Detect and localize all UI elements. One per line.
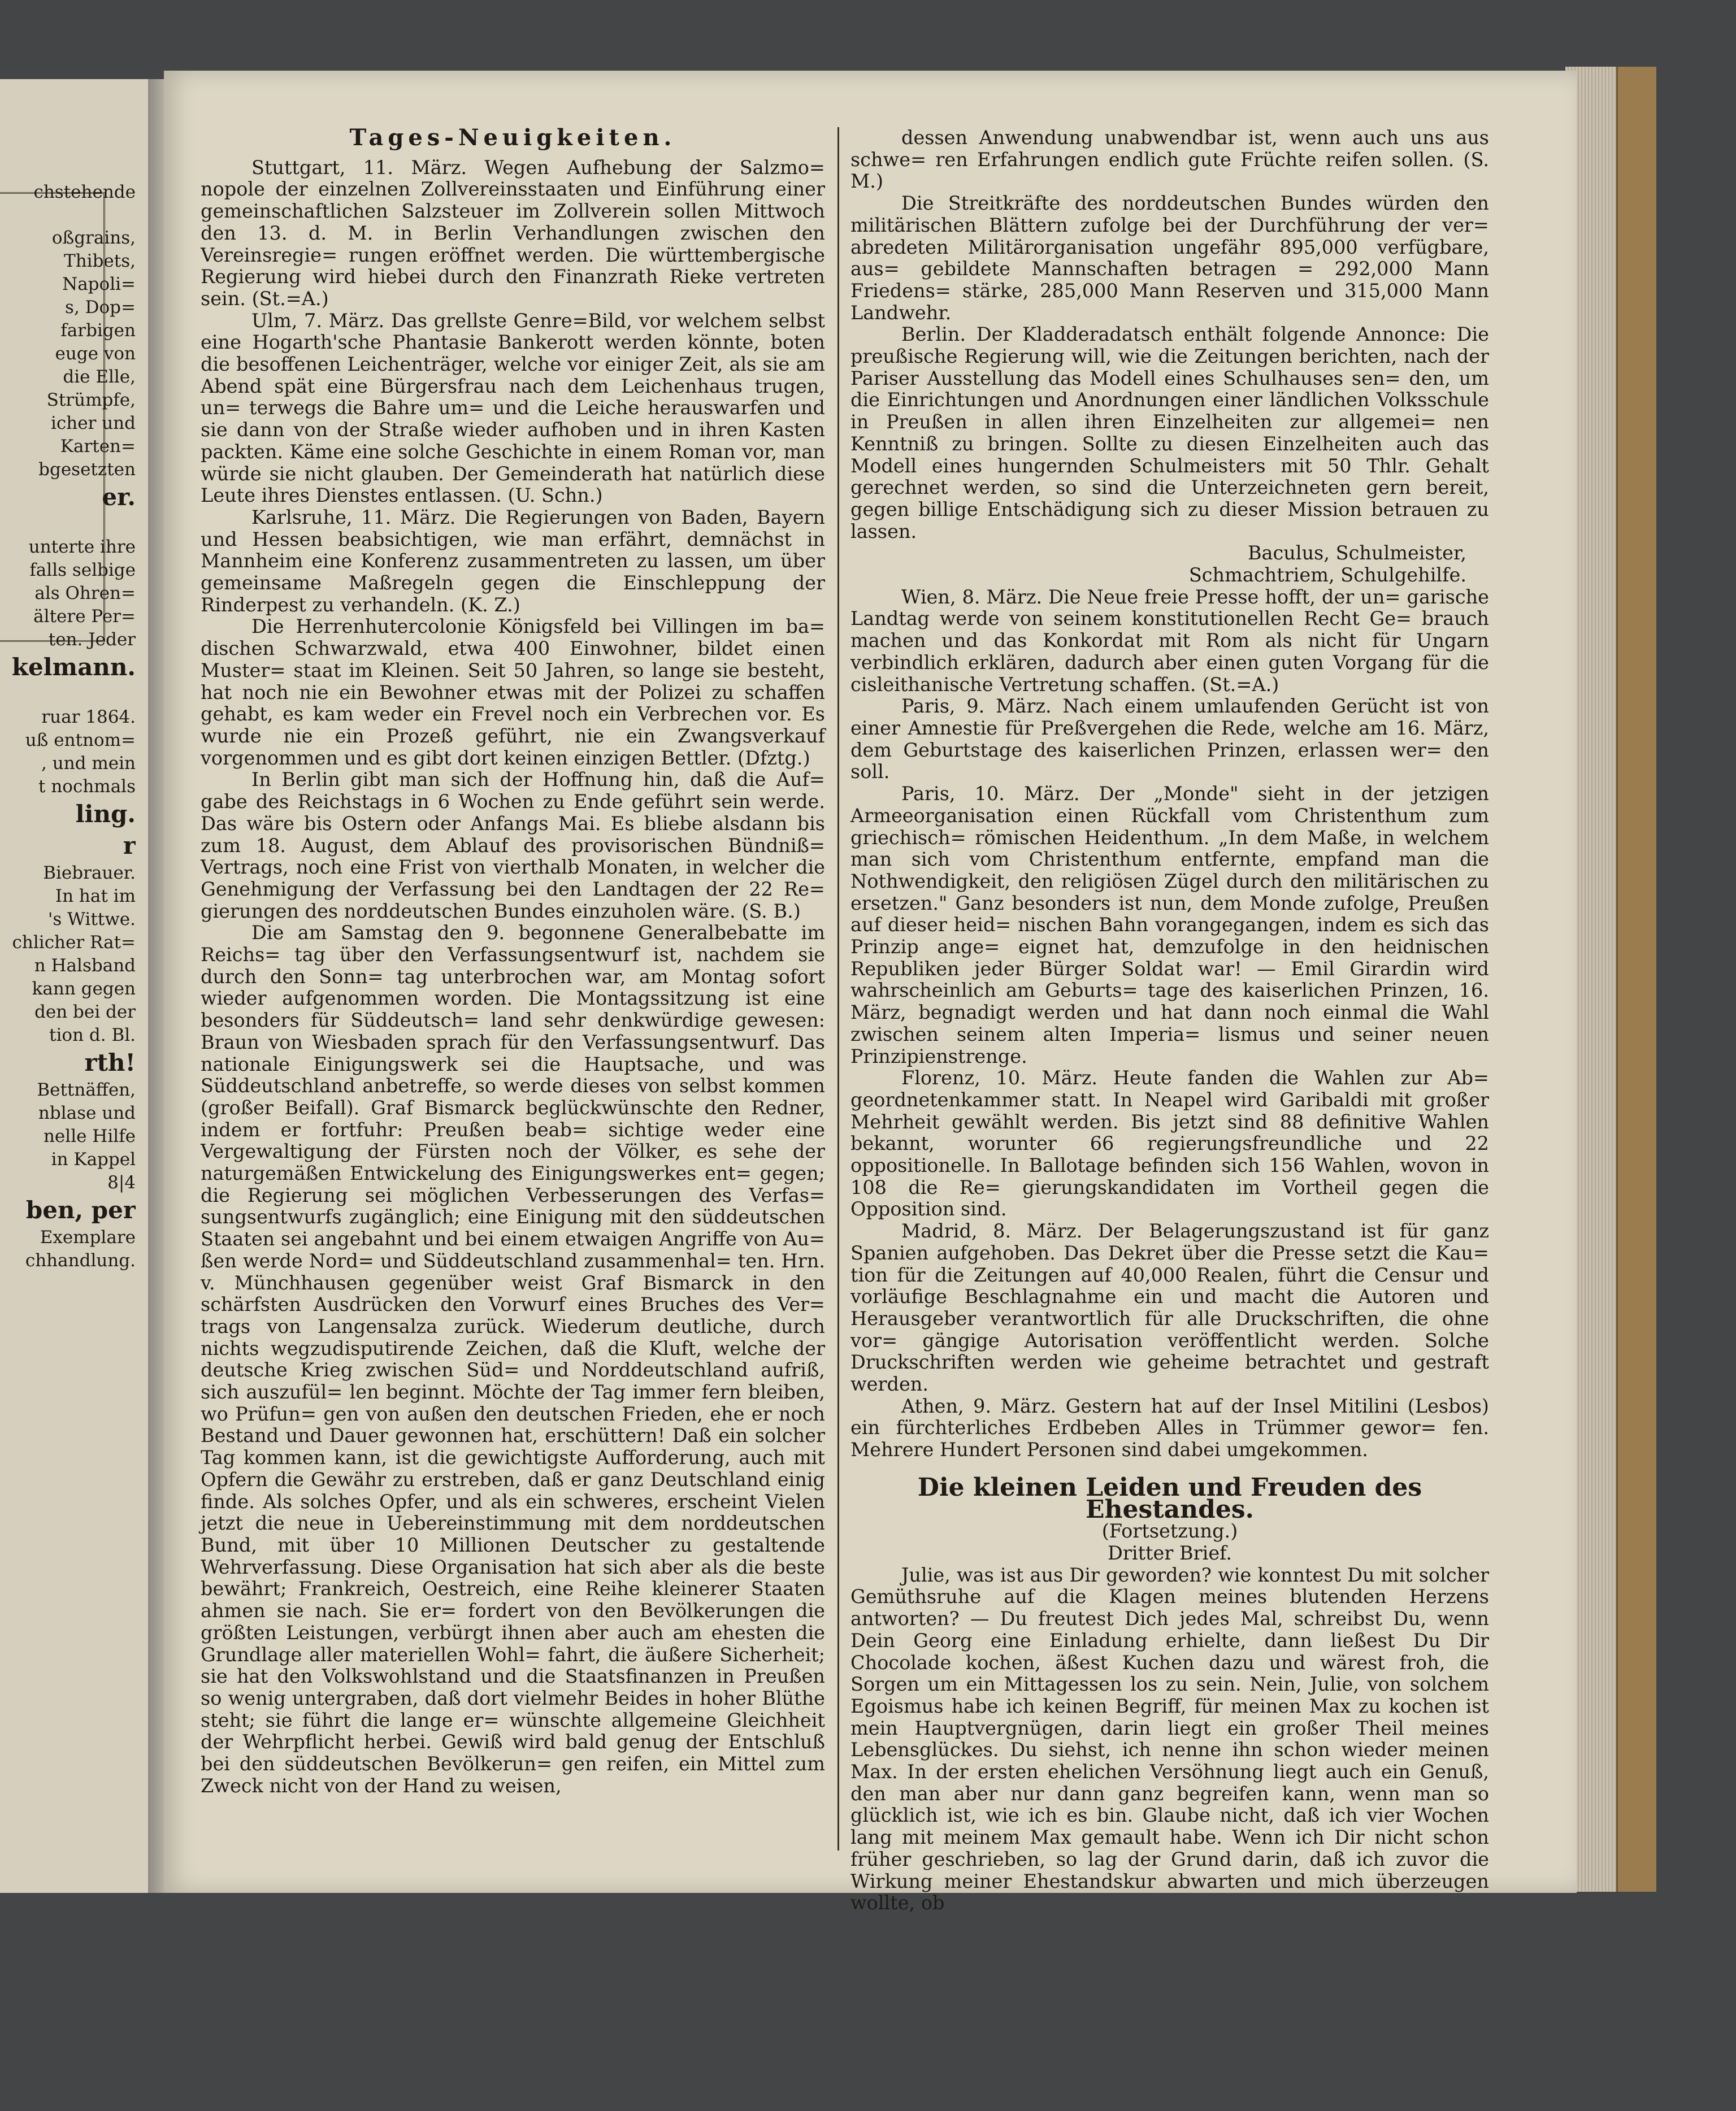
left-page-fragment: kelmann. — [11, 653, 136, 681]
right-page — [164, 71, 1577, 1914]
news-article: Die Streitkräfte des norddeutschen Bundes würden den militärischen Blättern zufolge bei der Durchführung der ver= abredeten Militärorganisation ungefähr 895,000 verfügbare, aus= gebildete Mannschaften betragen = 292,000 Mann Friedens= stärke, 285,000 Mann Reserven und 315,000 Mann Landwehr. — [850, 192, 1489, 324]
left-page-fragment: ruar 1864. — [41, 707, 136, 727]
news-article: Paris, 9. März. Nach einem umlaufenden Gerücht ist von einer Amnestie für Preßvergehen die Rede, welche am 16. März, dem Geburtstage des kaiserlichen Prinzen, erlassen wer= den soll. — [850, 695, 1489, 783]
left-page-fragment: oßgrains, — [51, 228, 136, 248]
feuilleton-title: Die kleinen Leiden und Freuden des Ehestandes. — [917, 1473, 1422, 1524]
news-article: Florenz, 10. März. Heute fanden die Wahlen zur Ab= geordnetenkammer statt. In Neapel wird Garibaldi mit großer Mehrheit gewählt werden. Bis jetzt sind 88 definitive Wahlen bekannt, worunter 66 regierungsfreundliche und 22 oppositionelle. In Ballotage befinden sich 156 Wahlen, wovon in 108 die Re= gierungskandidaten im Vortheil gegen die Opposition sind. — [850, 1067, 1489, 1220]
left-page-fragment: tion d. Bl. — [49, 1025, 136, 1045]
news-article: Wien, 8. März. Die Neue freie Presse hofft, der un= garische Landtag werde von seinem konstitutionellen Recht Ge= brauch machen und das Konkordat mit Rom als nicht für Ungarn verbindlich erklären, dadurch aber einen guten Vorgang für die cisleithanische Vertretung schaffen. (St.=A.) — [850, 585, 1489, 696]
left-page-fragment: die Elle, — [63, 367, 136, 387]
left-page-fragment: farbigen — [60, 320, 136, 341]
left-page-fragment: Exemplare — [40, 1227, 136, 1248]
left-page-fragment: den bei der — [34, 1002, 136, 1022]
left-page-fragment: Thibets, — [64, 251, 136, 271]
left-page-fragment — [0, 204, 136, 227]
left-page-fragment: Karten= — [60, 436, 136, 457]
news-article: Ulm, 7. März. Das grellste Genre=Bild, vor welchem selbst eine Hogarth'sche Phantasie Bankerott werden könnte, boten die besoffenen Leichenträger, welche vor einiger Zeit, als sie am Abend spät eine Bürgersfrau nach dem Leichenhaus trugen, un= terwegs die Bahre um= und die Leiche herauswarfen und sie dann von der Straße wieder aufhoben und in ihren Kasten packten. Käme eine solche Geschichte in einem Roman vor, man würde sie nicht glauben. Der Gemeinderath hat natürlich diese Leute ihres Dienstes entlassen. (U. Schn.) — [201, 309, 825, 507]
signature-line: Baculus, Schulmeister, — [1247, 542, 1466, 564]
left-page-fragment: , und mein — [41, 753, 136, 774]
left-page-fragment: n Halsband — [34, 955, 136, 976]
left-page-fragment: Strümpfe, — [46, 390, 136, 410]
left-page-fragment: er. — [102, 483, 136, 511]
news-article: In Berlin gibt man sich der Hoffnung hin, daß die Auf= gabe des Reichstags in 6 Wochen zu Ende geführt sein werde. Das wäre bis Ostern oder Anfangs Mai. Es bliebe alsdann bis zum 18. August, dem Ablauf des provisorischen Bündniß= Vertrags, noch eine Frist von vierthalb Monaten, in welcher die Genehmigung der Verfassung bei den Landtagen der 22 Re= gierungen des norddeutschen Bundes einzuholen wäre. (S. B.) — [201, 768, 825, 922]
left-page-fragment — [0, 513, 136, 536]
left-page-fragment: In hat im — [55, 886, 136, 906]
left-page-fragment: bgesetzten — [38, 459, 136, 480]
news-article: Karlsruhe, 11. März. Die Regierungen von Baden, Bayern und Hessen beabsichtigen, wie man erfährt, demnächst in Mannheim eine Konferenz zusammentreten zu lassen, um über gemeinsame Maßregeln gegen die Einschleppung der Rinderpest zu verhandeln. (K. Z.) — [201, 506, 825, 616]
book-gutter — [148, 79, 165, 1893]
left-page-fragment: 's Wittwe. — [47, 909, 136, 929]
page-heading: Tages-Neuigkeiten. — [349, 124, 676, 151]
signature-line: Schmachtriem, Schulgehilfe. — [1188, 564, 1466, 587]
left-page-fragment: falls selbige — [29, 560, 136, 580]
left-page-fragment: unterte ihre — [28, 537, 136, 557]
feuilleton-subtitle: (Fortsetzung.) — [1101, 1520, 1238, 1543]
left-page-fragment: ten. Jeder — [48, 629, 136, 650]
news-article: Berlin. Der Kladderadatsch enthält folgende Annonce: Die preußische Regierung will, wie die Zeitungen berichten, nach der Pariser Ausstellung das Modell eines Schulhauses sen= den, um die Einrichtungen und Anordnungen einer ländlichen Volksschule in Preußen in allen ihren Einzelheiten zur allgemei= nen Kenntniß zu bringen. Sollte zu diesen Einzelheiten auch das Modell eines hungernden Schulmeisters mit 50 Thlr. Gehalt gerechnet werden, so sind die Unterzeichneten gern bereit, gegen billige Entschädigung sich zu dieser Mission betrauen zu lassen. — [850, 323, 1489, 542]
left-page — [0, 79, 150, 1893]
left-page-fragment: nblase und — [38, 1103, 136, 1123]
feuilleton-text: Julie, was ist aus Dir geworden? wie konntest Du mit solcher Gemüthsruhe auf die Klagen meines blutenden Herzens antworten? — Du freutest Dich jedes Mal, schreibst Du, wenn Dein Georg eine Einladung erhielte, dann ließest Du Dir Chocolade kochen, äßest Kuchen dazu und wärest froh, die Sorgen um ein Mittagessen los zu sein. Nein, Julie, von solchem Egoismus habe ich keinen Begriff, für meinen Max zu kochen ist mein Hauptvergnügen, darin liegt ein großer Theil meines Lebensglückes. Du siehst, ich nenne ihn schon wieder meinen Max. In der ersten ehelichen Versöhnung liegt auch ein Genuß, den man aber nur dann ganz begreifen kann, wenn man so glücklich ist, wie ich es bin. Glaube nicht, daß ich vier Wochen lang mit meinem Max gemault habe. Wenn ich Dir nicht schon früher geschrieben, so lag der Grund darin, daß ich zuvor die Wirkung meiner Ehestandskur abwarten und mich überzeugen wollte, ob — [850, 1563, 1489, 1914]
news-article: Madrid, 8. März. Der Belagerungszustand ist für ganz Spanien aufgehoben. Das Dekret über die Presse setzt die Kau= tion für die Zeitungen auf 40,000 Realen, führt die Censur und vorläufige Beschlagnahme ein und macht die Autoren und Herausgeber verantwortlich für alle Druckschriften, die ohne vor= gängige Autorisation veröffentlicht werden. Solche Druckschriften werden wie geheime betrachtet und gestraft werden. — [850, 1220, 1489, 1396]
left-page-fragment: chhandlung. — [25, 1250, 136, 1271]
left-page-fragment: rth! — [84, 1049, 136, 1076]
left-page-fragment: ben, per — [25, 1196, 136, 1224]
feuilleton-letter-heading: Dritter Brief. — [1107, 1542, 1232, 1564]
left-page-fragment: in Kappel — [51, 1149, 136, 1170]
book-cover — [1616, 67, 1656, 1892]
left-page-fragment: nelle Hilfe — [43, 1126, 136, 1146]
left-page-fragments — [0, 181, 136, 1272]
left-page-fragment: ling. — [75, 800, 136, 828]
left-page-fragment: als Ohren= — [34, 583, 136, 603]
left-page-fragment: euge von — [55, 344, 136, 364]
left-page-fragment: uß entnom= — [25, 730, 136, 750]
left-page-fragment: chstehende — [33, 182, 136, 202]
left-page-fragment: kann gegen — [32, 979, 136, 999]
left-page-fragment: Napoli= — [62, 274, 136, 294]
news-article: Die Herrenhutercolonie Königsfeld bei Villingen im ba= dischen Schwarzwald, etwa 400 Einwohner, bildet einen Muster= staat im Kleinen. Seit 50 Jahren, so lange sie besteht, hat noch nie ein Bewohner etwas mit der Polizei zu schaffen gehabt, es kam weder ein Frevel noch ein Verbrechen vor. Es wurde nie ein Prozeß geführt, nie ein Zwangsverkauf vorgenommen und es gibt dort keinen einzigen Bettler. (Dfztg.) — [201, 615, 825, 769]
news-article: Paris, 10. März. Der „Monde" sieht in der jetzigen Armeeorganisation einen Rückfall vom Christenthum zum griechisch= römischen Heidenthum. „In dem Maße, in welchem man sich vom Christenthum entfernte, empfand man die Nothwendigkeit, den religiösen Zügel durch den militärischen zu ersetzen." Ganz besonders ist nun, dem Monde zufolge, Preußen auf dieser heid= nischen Bahn vorangegangen, indem es sich das Prinzip ange= eignet hat, demzufolge in den heidnischen Republiken jeder Bürger Soldat war! — Emil Girardin wird wahrscheinlich am Geburts= tage des kaiserlichen Prinzen, 16. März, begnadigt werden und hat dann noch einmal die Wahl zwischen seinem alten Imperia= lismus und seiner neuen Prinzipienstrenge. — [850, 783, 1489, 1067]
column-1 — [201, 124, 825, 1797]
left-page-fragment: ältere Per= — [33, 606, 136, 627]
left-page-fragment: r — [123, 832, 136, 859]
left-page-fragment: Bettnäffen, — [37, 1080, 136, 1100]
left-page-fragment: Biebrauer. — [43, 863, 136, 883]
left-page-fragment: 8|4 — [107, 1172, 136, 1193]
column-2 — [850, 127, 1489, 1914]
left-page-fragment: s, Dop= — [65, 297, 136, 318]
left-page-fragment: icher und — [50, 413, 136, 433]
left-page-fragment — [0, 683, 136, 706]
news-article: dessen Anwendung unabwendbar ist, wenn auch uns aus schwe= ren Erfahrungen endlich gute Früchte reifen sollen. (S. M.) — [850, 127, 1489, 193]
column-divider — [837, 127, 839, 1851]
news-article: Athen, 9. März. Gestern hat auf der Insel Mitilini (Lesbos) ein fürchterliches Erdbeben Alles in Trümmer gewor= fen. Mehrere Hundert Personen sind dabei umgekommen. — [850, 1395, 1489, 1461]
left-page-fragment: t nochmals — [38, 776, 136, 797]
left-page-fragment: chlicher Rat= — [12, 932, 136, 953]
news-article: Die am Samstag den 9. begonnene Generalbebatte im Reichs= tag über den Verfassungsentwurf ist, nachdem sie durch den Sonn= tag unterbrochen war, am Montag sofort wieder aufgenommen worden. Die Montagssitzung ist eine besonders für Süddeutsch= land sehr denkwürdige gewesen: Braun von Wiesbaden sprach für den Verfassungsentwurf. Das nationale Einigungswerk sei die Hauptsache, und was Süddeutschland anbetreffe, so werde dieses von selbst kommen (großer Beifall). Graf Bismarck beglückwünschte den Redner, indem er fortfuhr: Preußen beab= sichtige weder eine Vergewaltigung der Fürsten noch der Völker, es sehe der naturgemäßen Entwickelung des Einigungswerkes ent= gegen; die Regierung sei möglichen Verbesserungen des Verfas= sungsentwurfs zugänglich; eine Einigung mit den süddeutschen Staaten sei angebahnt und bei einem etwaigen Angriffe von Au= ßen werde Nord= und Süddeutschland zusammenhal= ten. Hrn. v. Münchhausen gegenüber weist Graf Bismarck in den schärfsten Ausdrücken den Vorwurf eines Bruches des Ver= trags von Langensalza zurück. Wiederum deutliche, durch nichts wegzudisputirende Zeichen, daß die Kluft, welche der deutsche Krieg zwischen Süd= und Norddeutschland aufriß, sich auszufül= len beginnt. Möchte der Tag immer fern bleiben, wo Prüfun= gen von außen den deutschen Frieden, ehe er noch Bestand und Dauer gewonnen hat, erschüttern! Daß ein solcher Tag kommen kann, ist die gewichtigste Aufforderung, auch mit Opfern die Gewähr zu erstreben, daß er ganz Deutschland einig finde. Als solches Opfer, und als ein schweres, erscheint Vielen jetzt die neue in Uebereinstimmung mit dem norddeutschen Bund, mit über 10 Millionen Deutscher zu gestaltende Wehrverfassung. Diese Organisation hat sich aber als die beste bewährt; Frankreich, Oestreich, eine Reihe kleinerer Staaten ahmen sie nach. Sie er= fordert von den Bevölkerungen die größten Leistungen, verbürgt ihnen aber auch am ehesten die Grundlage aller materiellen Wohl= fahrt, die äußere Sicherheit; sie hat den Volkswohlstand und die Staatsfinanzen in Preußen so wenig untergraben, daß dort vielmehr Beides in hoher Blüthe steht; sie führt die lange er= wünschte allgemeine Gleichheit der Wehrpflicht herbei. Gewiß wird bald genug der Entschluß bei den süddeutschen Bevölkerun= gen reifen, ein Mittel zum Zweck nicht von der Hand zu weisen, — [201, 922, 825, 1797]
news-article: Stuttgart, 11. März. Wegen Aufhebung der Salzmo= nopole der einzelnen Zollvereinsstaaten und Einführung einer gemeinschaftlichen Salzsteuer im Zollverein sollen Mittwoch den 13. d. M. in Berlin Verhandlungen zwischen den Vereinsregie= rungen eröffnet werden. Die württembergische Regierung wird hiebei durch den Finanzrath Rieke vertreten sein. (St.=A.) — [201, 156, 825, 310]
